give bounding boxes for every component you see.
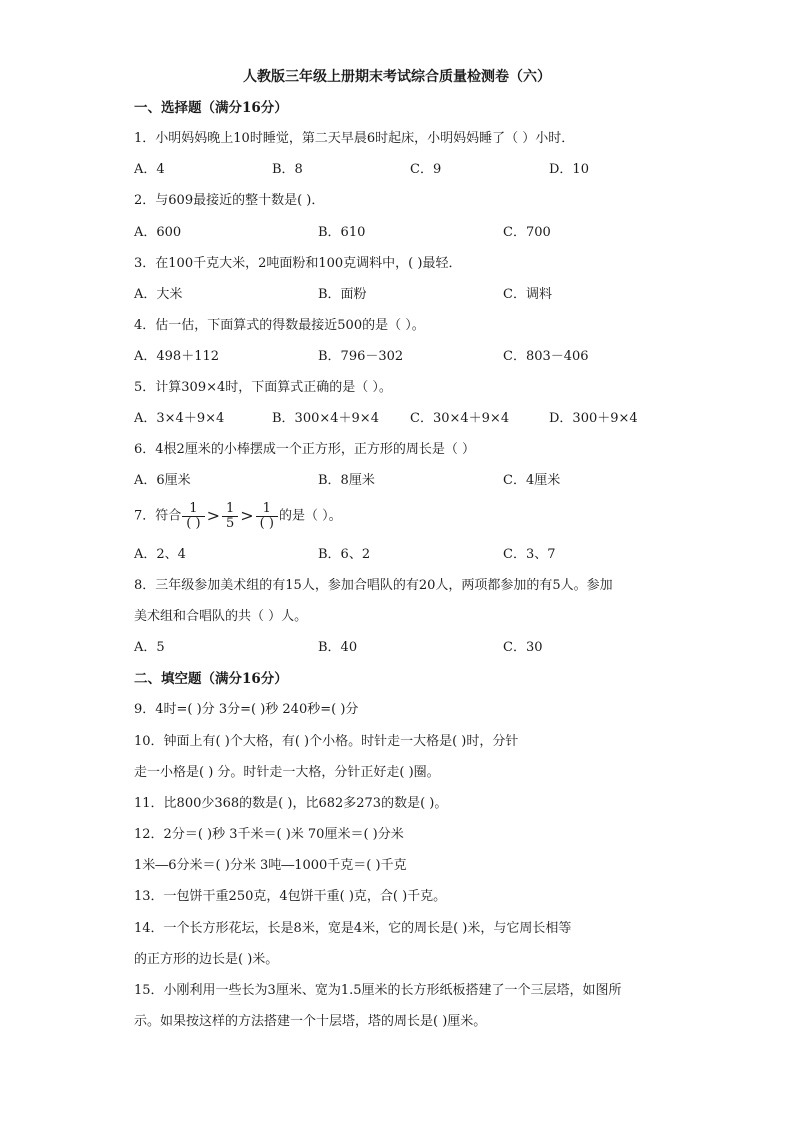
option-b: B．面粉 — [318, 287, 367, 302]
option-c: C．30 — [503, 640, 543, 655]
option-a: A．4 — [134, 162, 165, 177]
option-c: C．700 — [503, 225, 551, 240]
question-7 — [134, 496, 342, 537]
option-b: B．8厘米 — [318, 473, 375, 488]
option-b: B．40 — [318, 640, 358, 655]
option-a: A．600 — [134, 225, 182, 240]
option-b: B．796－302 — [318, 349, 404, 364]
question-7-suffix: 的是（ ）。 — [278, 508, 342, 524]
option-b: B．300×4＋9×4 — [272, 411, 379, 426]
greater-than-sign: > — [240, 506, 254, 525]
question-14-line-1: 14．一个长方形花坛，长是8米，宽是4米，它的周长是( )米，与它周长相等 — [134, 921, 572, 936]
question-1: 1．小明妈妈晚上10时睡觉，第二天早晨6时起床，小明妈妈睡了（ ）小时． — [134, 131, 575, 146]
question-12-line-2: 1米―6分米＝( )分米 3吨―1000千克＝( )千克 — [134, 858, 407, 873]
question-15-line-1: 15．小刚利用一些长为3厘米、宽为1.5厘米的长方形纸板搭建了一个三层塔，如图所 — [134, 983, 622, 998]
greater-than-sign: > — [206, 506, 220, 525]
question-10-line-2: 走一小格是( ) 分。时针走一大格，分针正好走( )圈。 — [134, 765, 440, 780]
page-title: 人教版三年级上册期末考试综合质量检测卷（六） — [243, 69, 551, 85]
fraction-1 — [182, 502, 204, 531]
question-11: 11．比800少368的数是( )，比682多273的数是( )。 — [134, 796, 448, 811]
fraction-2-denominator: 5 — [225, 515, 235, 531]
option-b: B．6、2 — [318, 547, 371, 562]
question-2: 2．与609最接近的整十数是( )． — [134, 193, 325, 208]
option-a: A．5 — [134, 640, 165, 655]
option-b: B．8 — [272, 162, 303, 177]
option-d: D．10 — [549, 162, 589, 177]
question-8-line-2: 美术组和合唱队的共（ ）人。 — [134, 609, 308, 624]
option-b: B．610 — [318, 225, 366, 240]
option-a: A．498＋112 — [134, 349, 220, 364]
question-10-line-1: 10．钟面上有( )个大格，有( )个小格。时针走一大格是( )时，分针 — [134, 734, 519, 749]
question-12-line-1: 12．2分＝( )秒 3千米＝( )米 70厘米＝( )分米 — [134, 827, 404, 842]
option-c: C．3、7 — [503, 547, 556, 562]
question-6: 6．4根2厘米的小棒摆成一个正方形，正方形的周长是（ ） — [134, 442, 475, 457]
option-a: A．大米 — [134, 287, 183, 302]
section-heading-choice: 一、选择题（满分16分） — [134, 100, 288, 116]
option-d: D．300＋9×4 — [549, 411, 638, 426]
option-c: C．803－406 — [503, 349, 589, 364]
question-4: 4．估一估，下面算式的得数最接近500的是（ ）。 — [134, 318, 425, 333]
question-7-prefix: 7．符合 — [134, 508, 182, 524]
question-3: 3．在100千克大米，2吨面粉和100克调料中，( )最轻． — [134, 256, 462, 271]
option-a: A．6厘米 — [134, 473, 191, 488]
fraction-1-numerator: 1 — [182, 502, 204, 517]
option-a: A．2、4 — [134, 547, 186, 562]
fraction-3-numerator: 1 — [256, 502, 278, 517]
fraction-2-numerator: 1 — [222, 502, 238, 517]
option-c: C．调料 — [503, 287, 552, 302]
fraction-2 — [222, 502, 238, 531]
option-a: A．3×4＋9×4 — [134, 411, 225, 426]
fraction-3 — [256, 502, 278, 531]
option-c: C．9 — [410, 162, 442, 177]
fraction-1-denominator: ( ) — [186, 515, 201, 531]
section-heading-fill-in: 二、填空题（满分16分） — [134, 671, 288, 687]
question-9: 9．4时=( )分 3分=( )秒 240秒=( )分 — [134, 702, 359, 717]
question-5: 5．计算309×4时，下面算式正确的是（ ）。 — [134, 380, 392, 395]
question-8-line-1: 8．三年级参加美术组的有15人，参加合唱队的有20人，两项都参加的有5人。参加 — [134, 578, 613, 593]
option-c: C．30×4＋9×4 — [410, 411, 510, 426]
question-15-line-2: 示。如果按这样的方法搭建一个十层塔，塔的周长是( )厘米。 — [134, 1014, 487, 1029]
fraction-3-denominator: ( ) — [259, 515, 274, 531]
option-c: C．4厘米 — [503, 473, 561, 488]
question-13: 13．一包饼干重250克，4包饼干重( )克，合( )千克。 — [134, 889, 447, 904]
question-14-line-2: 的正方形的边长是( )米。 — [134, 952, 279, 967]
